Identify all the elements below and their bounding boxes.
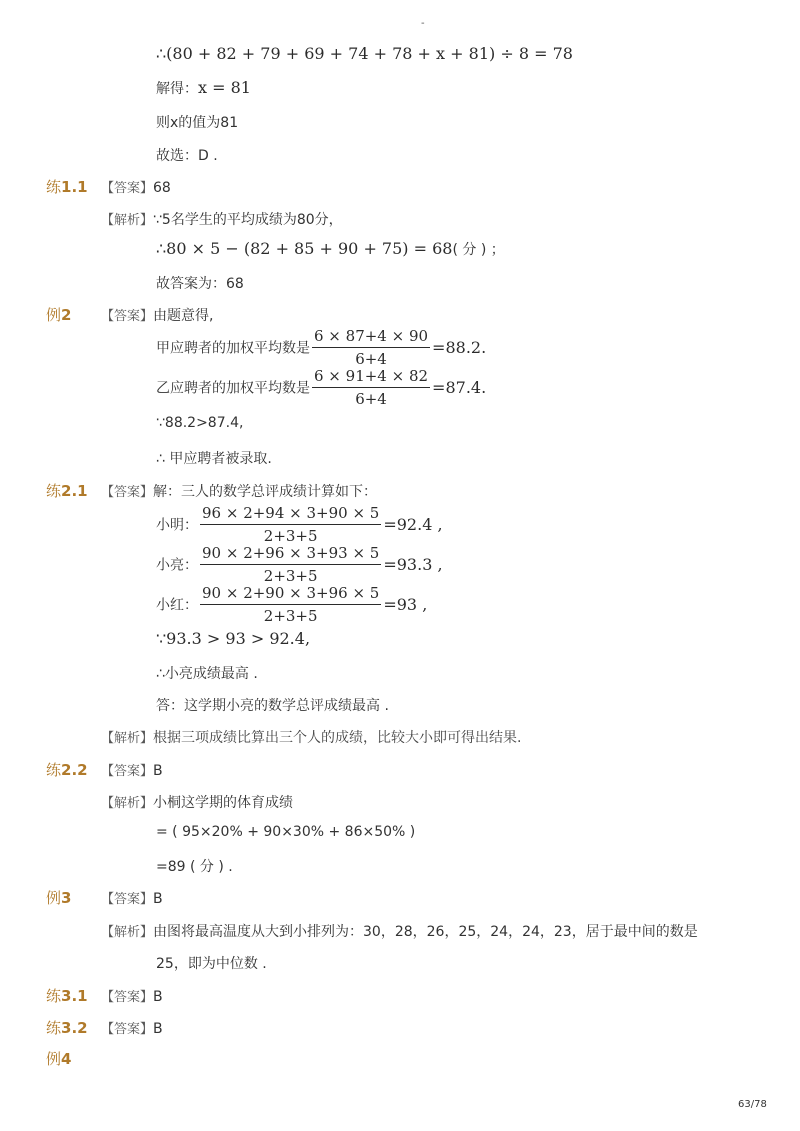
answer-value: 68 [153, 180, 171, 196]
analysis-line [101, 727, 521, 747]
analysis-text: ∵5名学生的平均成绩为80分， [153, 212, 343, 228]
score-hong [156, 583, 427, 626]
jia-denominator: 6+4 [355, 350, 387, 368]
answer-tag: 【答案】 [101, 892, 154, 907]
yi-fraction [312, 366, 430, 409]
solve-line [156, 78, 251, 98]
yi-denominator: 6+4 [355, 390, 387, 408]
conclusion-line: ∴小亮成绩最高 . [156, 666, 258, 682]
score-ming [156, 503, 443, 546]
liang-label: 小亮： [156, 557, 198, 574]
liang-result: =93.3 , [383, 555, 443, 574]
analysis-line [101, 921, 698, 941]
section-label [46, 480, 88, 501]
answer-tag: 【答案】 [101, 181, 154, 196]
compare-line: ∵93.3 > 93 > 92.4, [156, 629, 311, 648]
result-line: 故答案为：68 [156, 276, 244, 292]
yi-numerator: 6 × 91+4 × 82 [312, 366, 430, 388]
choice-line: 故选：D . [156, 148, 218, 164]
analysis-tag: 【解析】 [101, 731, 154, 746]
answer-line [101, 986, 163, 1005]
label-prefix: 例 [46, 889, 62, 907]
label-number: 3.2 [61, 1019, 88, 1037]
analysis-text: 由图将最高温度从大到小排列为：30，28，26，25，24，24，23，居于最中间的数是 [153, 924, 698, 940]
analysis-text: 小桐这学期的体育成绩 [153, 795, 294, 811]
analysis-text: 根据三项成绩比算出三个人的成绩，比较大小即可得出结果. [153, 730, 522, 746]
ming-numerator: 96 × 2+94 × 3+90 × 5 [200, 503, 381, 525]
answer-tag: 【答案】 [101, 764, 154, 779]
ming-fraction [200, 503, 381, 546]
answer-line [101, 481, 377, 501]
liang-numerator: 90 × 2+96 × 3+93 × 5 [200, 543, 381, 565]
label-number: 2.1 [61, 482, 88, 500]
jia-numerator: 6 × 87+4 × 90 [312, 326, 430, 348]
analysis-line [101, 792, 293, 812]
analysis-line [101, 209, 343, 229]
label-prefix: 练 [46, 761, 62, 779]
hong-result: =93 , [383, 595, 428, 614]
calc-expr: ∴80 × 5 − (82 + 85 + 90 + 75) = 68 [156, 239, 453, 258]
header-mark: - [421, 18, 425, 29]
liang-denominator: 2+3+5 [263, 567, 318, 585]
answer-text: 由题意得, [153, 308, 214, 324]
page-number: 63/78 [738, 1099, 767, 1110]
score-liang [156, 543, 443, 586]
label-prefix: 例 [46, 1050, 62, 1068]
answer-text: 解：三人的数学总评成绩计算如下： [153, 484, 378, 500]
weighted-avg-jia [156, 326, 486, 369]
equation-line: ∴(80 + 82 + 79 + 69 + 74 + 78 + x + 81) ÷ 8 = 78 [156, 44, 573, 63]
jia-fraction [312, 326, 430, 369]
answer-line [101, 305, 213, 325]
section-label [46, 759, 88, 780]
jia-label: 甲应聘者的加权平均数是 [156, 340, 310, 357]
jia-result: =88.2. [432, 338, 487, 357]
analysis-continuation: 25，即为中位数 . [156, 956, 267, 972]
yi-result: =87.4. [432, 378, 487, 397]
yi-label: 乙应聘者的加权平均数是 [156, 380, 310, 397]
conclusion-line: ∴ 甲应聘者被录取. [156, 451, 272, 467]
answer-tag: 【答案】 [101, 485, 154, 500]
ming-result: =92.4 , [383, 515, 443, 534]
calc-line: = ( 95×20% + 90×30% + 86×50% ) [156, 824, 416, 840]
answer-value: B [153, 763, 163, 779]
label-number: 2 [61, 306, 72, 324]
solve-expr: x = 81 [198, 78, 251, 97]
compare-line: ∵88.2>87.4, [156, 415, 244, 431]
result-line: =89 ( 分 ) . [156, 859, 233, 875]
ming-label: 小明： [156, 517, 198, 534]
label-number: 4 [61, 1050, 72, 1068]
answer-tag: 【答案】 [101, 309, 154, 324]
answer-value: B [153, 1021, 163, 1037]
weighted-avg-yi [156, 366, 486, 409]
analysis-tag: 【解析】 [101, 925, 154, 940]
label-number: 3.1 [61, 987, 88, 1005]
answer-value: B [153, 989, 163, 1005]
label-prefix: 练 [46, 178, 62, 196]
label-number: 2.2 [61, 761, 88, 779]
ming-denominator: 2+3+5 [263, 527, 318, 545]
section-label [46, 176, 88, 197]
hong-label: 小红： [156, 597, 198, 614]
analysis-tag: 【解析】 [101, 213, 154, 228]
hong-fraction [200, 583, 381, 626]
calc-line [156, 239, 505, 259]
solve-label: 解得： [156, 81, 198, 97]
hong-numerator: 90 × 2+90 × 3+96 × 5 [200, 583, 381, 605]
section-label [46, 985, 88, 1006]
answer-line [101, 1018, 163, 1037]
label-number: 1.1 [61, 178, 88, 196]
liang-fraction [200, 543, 381, 586]
answer-tag: 【答案】 [101, 1022, 154, 1037]
label-prefix: 例 [46, 306, 62, 324]
section-label [46, 1048, 71, 1069]
conclusion-line: 则x的值为81 [156, 115, 239, 131]
label-number: 3 [61, 889, 72, 907]
final-answer-line: 答：这学期小亮的数学总评成绩最高 . [156, 698, 389, 714]
answer-tag: 【答案】 [101, 990, 154, 1005]
answer-line [101, 760, 163, 779]
label-prefix: 练 [46, 482, 62, 500]
analysis-tag: 【解析】 [101, 796, 154, 811]
answer-line [101, 888, 163, 907]
section-label [46, 887, 71, 908]
label-prefix: 练 [46, 1019, 62, 1037]
section-label [46, 304, 71, 325]
hong-denominator: 2+3+5 [263, 607, 318, 625]
section-label [46, 1017, 88, 1038]
answer-value: B [153, 891, 163, 907]
answer-line [101, 177, 171, 196]
calc-unit: ( 分 ) ； [452, 242, 505, 258]
label-prefix: 练 [46, 987, 62, 1005]
